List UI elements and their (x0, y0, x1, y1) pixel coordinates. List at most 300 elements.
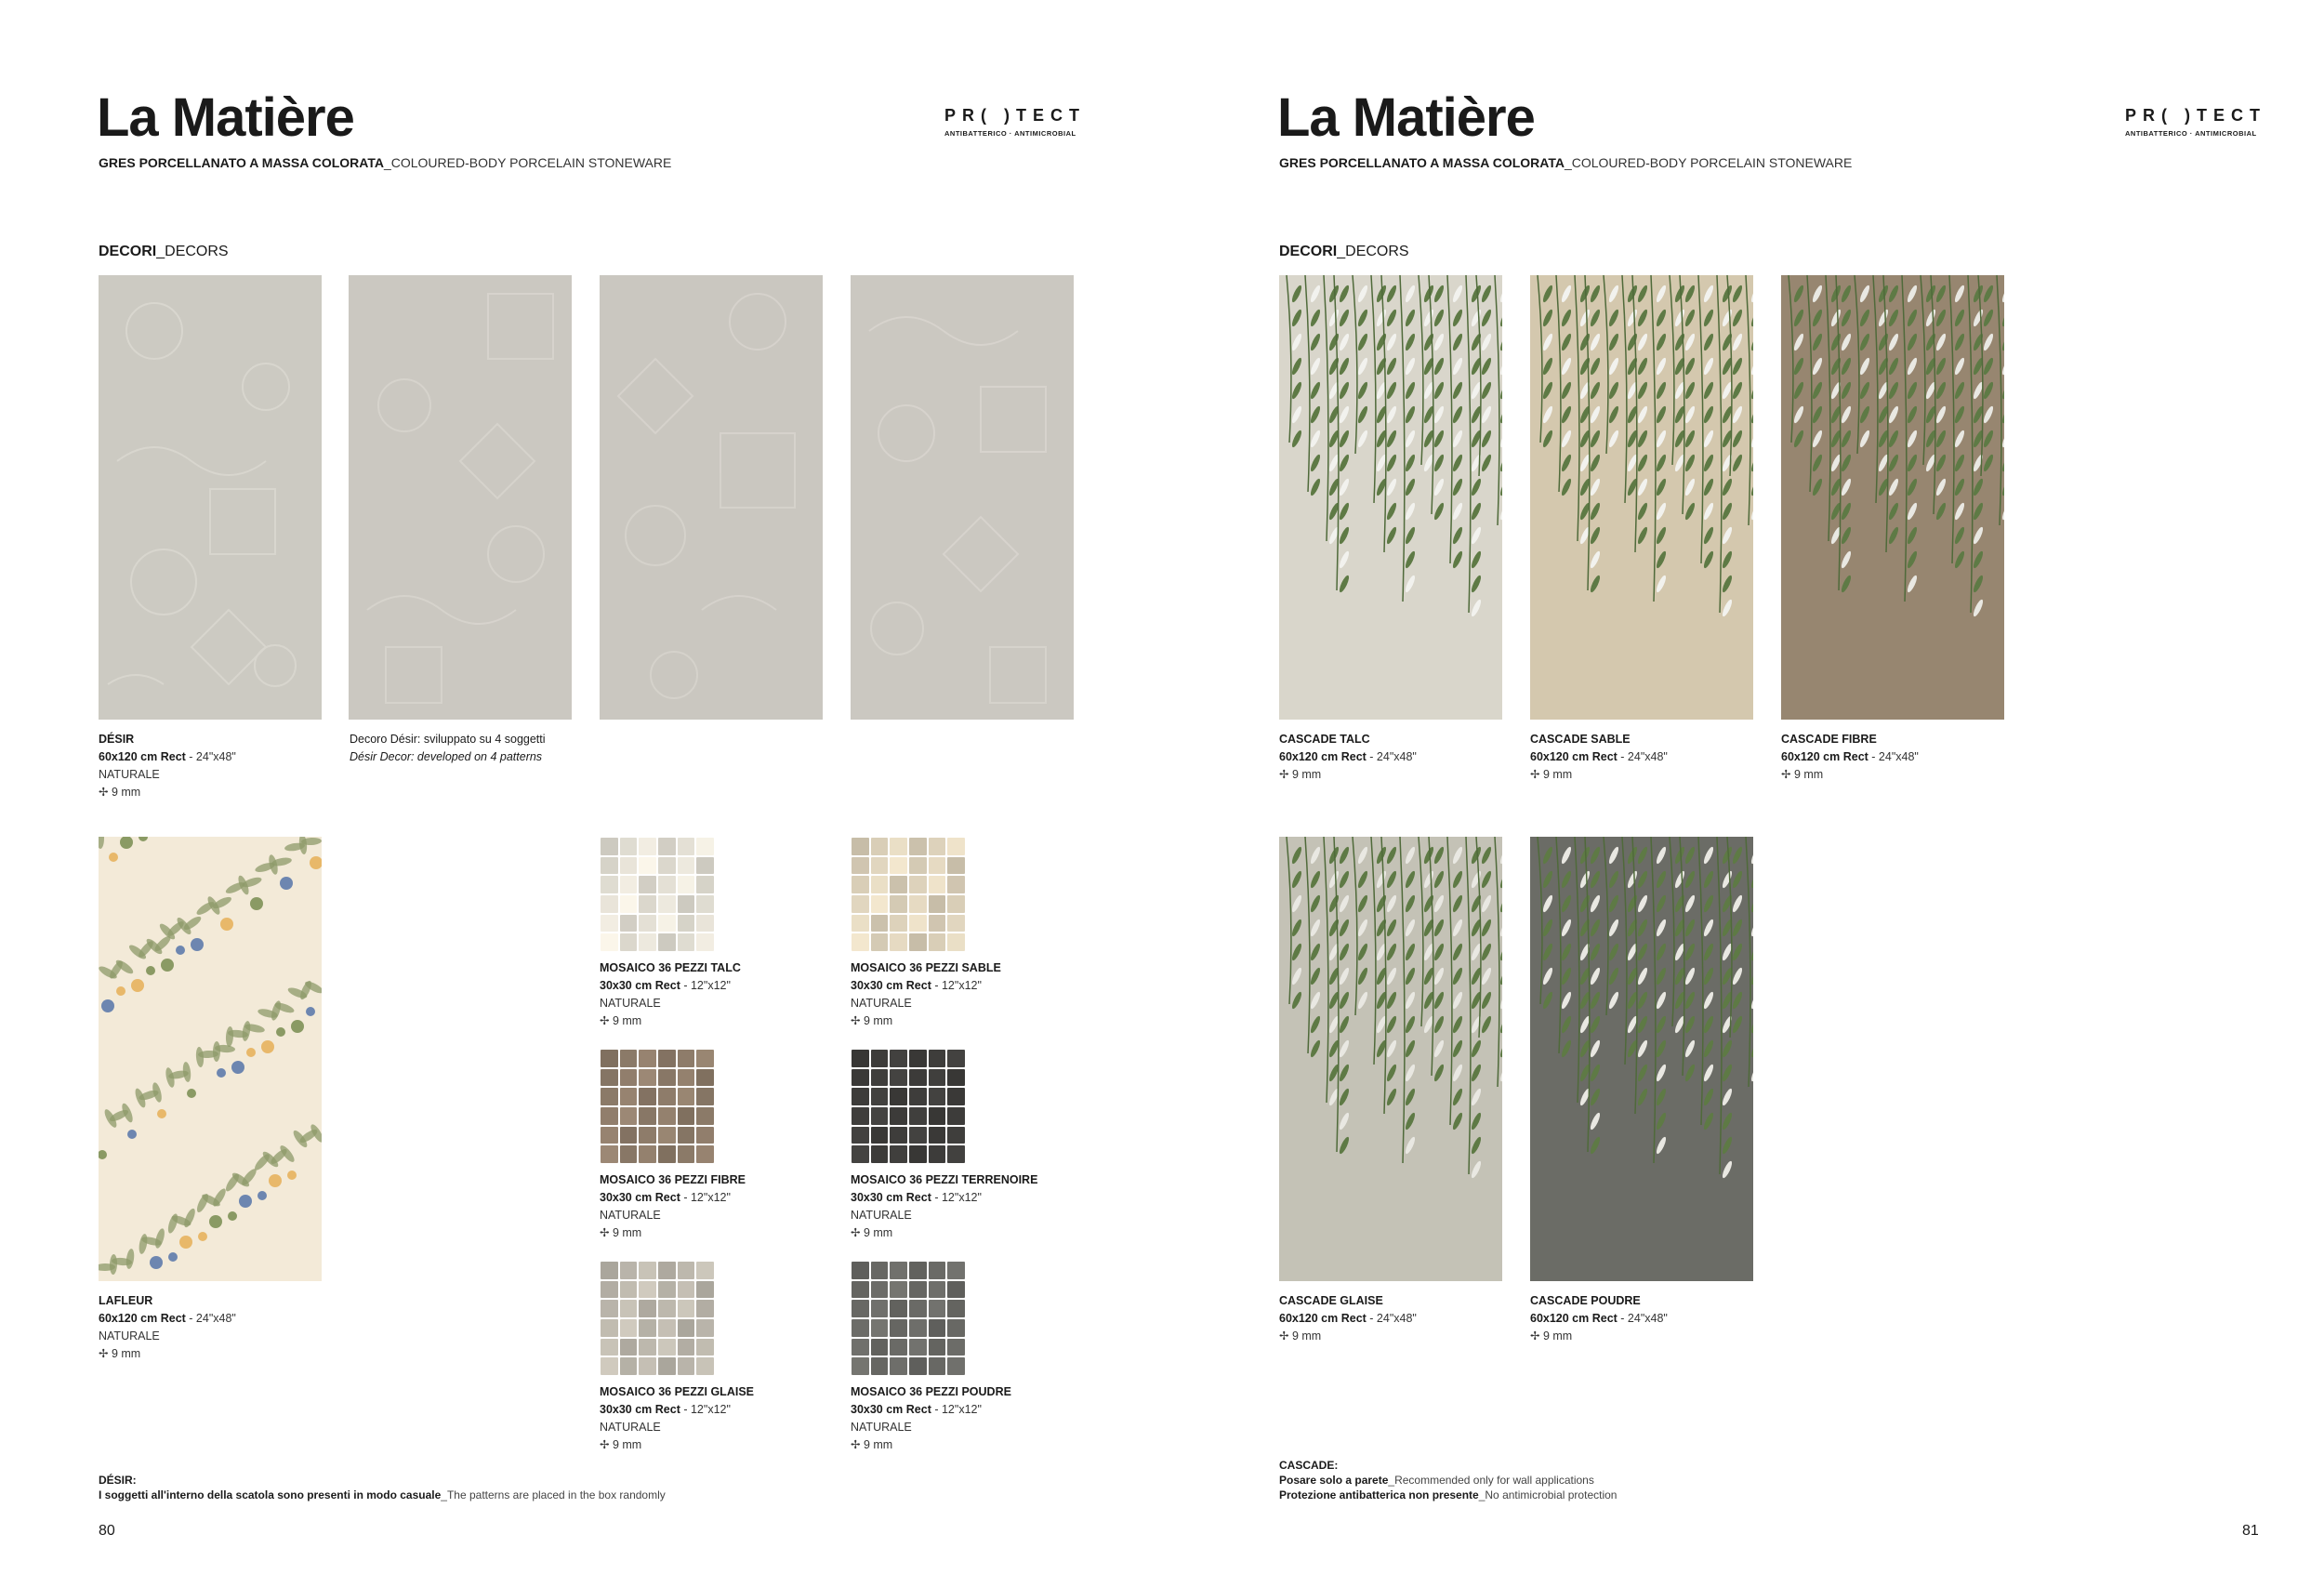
mosaic-chip (852, 1300, 869, 1317)
mosaic-chip (947, 857, 965, 875)
mosaic-chip (890, 857, 907, 875)
mosaic-chip (852, 895, 869, 913)
mosaic-chip (620, 1339, 638, 1356)
size-bold: 30x30 cm Rect (600, 979, 680, 992)
mosaic-chip (696, 895, 714, 913)
mosaic-chip (658, 1319, 676, 1337)
product-finish: NATURALE (851, 1421, 912, 1434)
product-size (1781, 750, 1919, 763)
mosaic-chip (620, 1127, 638, 1144)
product-thickness: ✢ 9 mm (1530, 768, 1573, 781)
mosaic-chip (658, 1088, 676, 1105)
hanging-foliage-image (1530, 275, 1753, 720)
mosaic-chip (678, 857, 695, 875)
mosaic-chip (620, 895, 638, 913)
mosaic-chip (947, 1281, 965, 1299)
mosaic-chip (929, 1088, 946, 1105)
protect-logo-text: PR( )TECT (944, 106, 1086, 125)
mosaic-chip (658, 1145, 676, 1163)
product-finish: NATURALE (600, 1209, 661, 1222)
mosaic-chip (658, 1300, 676, 1317)
mosaic-chip (871, 1357, 889, 1375)
mosaic-chip (871, 1281, 889, 1299)
mosaic-chip (947, 1357, 965, 1375)
mosaic-chip (852, 1319, 869, 1337)
product-name: MOSAICO 36 PEZZI FIBRE (600, 1173, 746, 1186)
protect-logo-text: PR( )TECT (2125, 106, 2266, 125)
mosaic-chip (639, 1262, 656, 1279)
product-name: MOSAICO 36 PEZZI TERRENOIRE (851, 1173, 1038, 1186)
cascade-tile (1279, 837, 1502, 1281)
mosaic-chip (696, 1300, 714, 1317)
mosaic-chip (658, 1281, 676, 1299)
mosaic-chip (852, 1339, 869, 1356)
mosaic-chip (909, 1339, 927, 1356)
product-thickness: ✢ 9 mm (600, 1226, 642, 1239)
mosaic-chip (658, 838, 676, 855)
mosaic-chip (601, 915, 618, 932)
mosaic-image (851, 837, 966, 952)
mosaic-chip (909, 1300, 927, 1317)
floral-pattern-image (99, 837, 322, 1281)
mosaic-chip (852, 915, 869, 932)
mosaic-chip (929, 1281, 946, 1299)
mosaic-chip (852, 1145, 869, 1163)
mosaic-chip (696, 915, 714, 932)
cascade-caption (1279, 731, 1417, 784)
mosaic-chip (658, 857, 676, 875)
mosaic-chip (871, 1127, 889, 1144)
mosaic-chip (947, 933, 965, 951)
desir-description (350, 731, 546, 766)
mosaic-chip (696, 1088, 714, 1105)
mosaic-chip (678, 895, 695, 913)
page-number: 81 (2242, 1523, 2259, 1539)
mosaic-chip (601, 1127, 618, 1144)
mosaic-chip (678, 1050, 695, 1067)
mosaic-chip (601, 1281, 618, 1299)
mosaic-chip (620, 1107, 638, 1125)
mosaic-chip (890, 1262, 907, 1279)
mosaic-chip (696, 1357, 714, 1375)
mosaic-chip (658, 933, 676, 951)
product-thickness: ✢ 9 mm (1279, 768, 1322, 781)
product-finish: NATURALE (851, 1209, 912, 1222)
mosaic-chip (601, 895, 618, 913)
mosaic-chip (696, 876, 714, 893)
cascade-tile (1530, 837, 1753, 1281)
hanging-foliage-image (1279, 275, 1502, 720)
mosaic-chip (871, 1069, 889, 1087)
mosaic-chip (909, 1319, 927, 1337)
desir-pattern-image (851, 275, 1074, 720)
product-thickness: ✢ 9 mm (600, 1438, 642, 1451)
mosaic-chip (678, 876, 695, 893)
mosaic-chip (696, 1262, 714, 1279)
section-heading-bold: DECORI (99, 244, 157, 259)
product-thickness: ✢ 9 mm (99, 786, 141, 799)
mosaic-chip (639, 1145, 656, 1163)
size-bold: 60x120 cm Rect (1279, 1312, 1367, 1325)
desir-tile-2 (349, 275, 572, 720)
mosaic-chip (871, 933, 889, 951)
mosaic-chip (871, 857, 889, 875)
mosaic-chip (678, 1357, 695, 1375)
desir-caption (99, 731, 236, 801)
mosaic-chip (601, 838, 618, 855)
mosaic-chip (909, 1069, 927, 1087)
mosaic-chip (658, 1262, 676, 1279)
mosaic-chip (620, 933, 638, 951)
mosaic-caption (851, 959, 1001, 1030)
desir-pattern-image (99, 275, 322, 720)
note-light: _The patterns are placed in the box randomly (441, 1488, 666, 1501)
mosaic-chip (620, 1069, 638, 1087)
mosaic-chip (620, 857, 638, 875)
mosaic-chip (909, 857, 927, 875)
mosaic-chip (852, 1357, 869, 1375)
product-name: CASCADE POUDRE (1530, 1294, 1641, 1307)
mosaic-chip (658, 1107, 676, 1125)
mosaic-chip (601, 1069, 618, 1087)
mosaic-chip (909, 895, 927, 913)
mosaic-chip (620, 838, 638, 855)
note-title: DÉSIR: (99, 1474, 137, 1487)
product-name: MOSAICO 36 PEZZI TALC (600, 961, 741, 974)
mosaic-chip (929, 933, 946, 951)
mosaic-chip (890, 1145, 907, 1163)
mosaic-chip (929, 876, 946, 893)
mosaic-chip (696, 1145, 714, 1163)
mosaic-chip (871, 1262, 889, 1279)
mosaic-chip (947, 1069, 965, 1087)
note-light: _No antimicrobial protection (1478, 1488, 1618, 1501)
size-light: - 12"x12" (680, 979, 731, 992)
size-light: - 12"x12" (931, 1191, 982, 1204)
desir-pattern-image (600, 275, 823, 720)
product-size (1279, 750, 1417, 763)
product-name: LAFLEUR (99, 1294, 153, 1307)
mosaic-chip (852, 1050, 869, 1067)
mosaic-chip (658, 915, 676, 932)
mosaic-chip (639, 1339, 656, 1356)
product-size (851, 979, 982, 992)
protect-logo (944, 107, 1086, 138)
mosaic-chip (678, 1145, 695, 1163)
mosaic-chip (852, 1127, 869, 1144)
mosaic-chip (909, 876, 927, 893)
mosaic-chip (909, 1357, 927, 1375)
mosaic-chip (852, 876, 869, 893)
desir-tile-3 (600, 275, 823, 720)
mosaic-chip (871, 1107, 889, 1125)
product-finish: NATURALE (600, 1421, 661, 1434)
product-name: CASCADE TALC (1279, 733, 1370, 746)
product-finish: NATURALE (99, 1329, 160, 1343)
mosaic-caption (851, 1383, 1011, 1454)
mosaic-chip (658, 1069, 676, 1087)
mosaic-chip (890, 838, 907, 855)
mosaic-chip (929, 895, 946, 913)
mosaic-chip (601, 1107, 618, 1125)
mosaic-chip (678, 1262, 695, 1279)
product-size (851, 1403, 982, 1416)
mosaic-chip (852, 1281, 869, 1299)
mosaic-chip (658, 876, 676, 893)
mosaic-chip (909, 915, 927, 932)
cascade-tile (1781, 275, 2004, 720)
mosaic-chip (620, 1050, 638, 1067)
mosaic-caption (851, 1171, 1037, 1242)
mosaic-chip (852, 838, 869, 855)
mosaic-chip (890, 1339, 907, 1356)
mosaic-caption (600, 1383, 754, 1454)
mosaic-chip (678, 1107, 695, 1125)
mosaic-chip (678, 1300, 695, 1317)
page-number: 80 (99, 1523, 115, 1539)
product-finish: NATURALE (851, 997, 912, 1010)
note-bold: I soggetti all'interno della scatola sono presenti in modo casuale (99, 1488, 442, 1501)
product-size (851, 1191, 982, 1204)
mosaic-chip (601, 1339, 618, 1356)
size-bold: 30x30 cm Rect (600, 1403, 680, 1416)
mosaic-chip (639, 895, 656, 913)
page-subtitle (99, 156, 671, 169)
mosaic-chip (947, 915, 965, 932)
note-title: CASCADE: (1279, 1459, 1339, 1472)
product-size (600, 1191, 731, 1204)
lafleur-tile (99, 837, 322, 1281)
mosaic-chip (620, 1262, 638, 1279)
product-thickness: ✢ 9 mm (851, 1014, 893, 1027)
cascade-caption (1279, 1292, 1417, 1345)
mosaic-chip (620, 1088, 638, 1105)
subtitle-light: _COLOURED-BODY PORCELAIN STONEWARE (1564, 155, 1853, 170)
mosaic-chip (678, 1127, 695, 1144)
mosaic-chip (890, 1281, 907, 1299)
size-bold: 60x120 cm Rect (1530, 1312, 1618, 1325)
mosaic-chip (909, 838, 927, 855)
mosaic-chip (601, 1145, 618, 1163)
cascade-note (1279, 1458, 1617, 1502)
lafleur-caption (99, 1292, 236, 1363)
mosaic-chip (601, 1262, 618, 1279)
mosaic-caption (600, 1171, 746, 1242)
size-bold: 30x30 cm Rect (851, 979, 931, 992)
mosaic-chip (639, 1357, 656, 1375)
mosaic-chip (929, 857, 946, 875)
mosaic-image (600, 1049, 715, 1164)
mosaic-caption (600, 959, 741, 1030)
mosaic-chip (871, 1300, 889, 1317)
mosaic-chip (890, 915, 907, 932)
mosaic-chip (620, 1145, 638, 1163)
mosaic-chip (909, 1050, 927, 1067)
mosaic-chip (929, 1300, 946, 1317)
product-thickness: ✢ 9 mm (1781, 768, 1824, 781)
size-light: - 24"x48" (185, 1312, 236, 1325)
size-bold: 60x120 cm Rect (99, 1312, 186, 1325)
mosaic-chip (852, 1088, 869, 1105)
mosaic-chip (678, 1281, 695, 1299)
mosaic-chip (678, 1088, 695, 1105)
desir-description-en: Désir Decor: developed on 4 patterns (350, 750, 543, 763)
mosaic-chip (639, 1127, 656, 1144)
product-thickness: ✢ 9 mm (1279, 1329, 1322, 1343)
mosaic-chip (890, 1127, 907, 1144)
mosaic-chip (601, 1088, 618, 1105)
product-size (1530, 750, 1668, 763)
mosaic-chip (947, 1107, 965, 1125)
mosaic-chip (852, 1107, 869, 1125)
product-name: MOSAICO 36 PEZZI GLAISE (600, 1385, 754, 1398)
mosaic-image (851, 1049, 966, 1164)
mosaic-chip (871, 876, 889, 893)
cascade-caption (1530, 731, 1668, 784)
mosaic-chip (658, 1127, 676, 1144)
mosaic-chip (852, 1069, 869, 1087)
mosaic-image (851, 1261, 966, 1376)
mosaic-chip (947, 1088, 965, 1105)
mosaic-image (600, 1261, 715, 1376)
mosaic-chip (639, 876, 656, 893)
mosaic-chip (871, 1050, 889, 1067)
mosaic-chip (601, 857, 618, 875)
mosaic-chip (639, 1281, 656, 1299)
mosaic-chip (620, 1319, 638, 1337)
mosaic-chip (620, 1300, 638, 1317)
section-heading (99, 245, 229, 259)
mosaic-chip (929, 1107, 946, 1125)
product-name: CASCADE GLAISE (1279, 1294, 1383, 1307)
size-light: - 24"x48" (1868, 750, 1919, 763)
mosaic-chip (658, 895, 676, 913)
mosaic-chip (639, 857, 656, 875)
product-name: CASCADE FIBRE (1781, 733, 1877, 746)
hanging-foliage-image (1530, 837, 1753, 1281)
subtitle-bold: GRES PORCELLANATO A MASSA COLORATA (99, 155, 384, 170)
mosaic-chip (929, 1050, 946, 1067)
mosaic-chip (929, 1145, 946, 1163)
mosaic-chip (658, 1339, 676, 1356)
mosaic-chip (639, 1300, 656, 1317)
mosaic-chip (947, 1339, 965, 1356)
mosaic-chip (929, 1262, 946, 1279)
size-light: - 24"x48" (1366, 750, 1417, 763)
mosaic-chip (929, 1127, 946, 1144)
mosaic-chip (909, 1107, 927, 1125)
product-size (1279, 1312, 1417, 1325)
size-light: - 24"x48" (1617, 1312, 1668, 1325)
mosaic-chip (909, 1088, 927, 1105)
mosaic-chip (639, 1088, 656, 1105)
mosaic-chip (678, 915, 695, 932)
mosaic-chip (696, 1281, 714, 1299)
size-bold: 30x30 cm Rect (851, 1191, 931, 1204)
section-heading-bold: DECORI (1279, 244, 1338, 259)
mosaic-chip (601, 1050, 618, 1067)
mosaic-chip (639, 1050, 656, 1067)
mosaic-chip (852, 857, 869, 875)
mosaic-chip (620, 876, 638, 893)
product-size (99, 750, 236, 763)
mosaic-chip (696, 838, 714, 855)
desir-pattern-image (349, 275, 572, 720)
size-bold: 30x30 cm Rect (600, 1191, 680, 1204)
mosaic-chip (890, 1050, 907, 1067)
product-finish: NATURALE (600, 997, 661, 1010)
mosaic-chip (639, 1107, 656, 1125)
product-size (99, 1312, 236, 1325)
mosaic-chip (871, 1339, 889, 1356)
mosaic-chip (929, 1319, 946, 1337)
note-bold: Protezione antibatterica non presente (1279, 1488, 1479, 1501)
hanging-foliage-image (1781, 275, 2004, 720)
note-bold: Posare solo a parete (1279, 1474, 1389, 1487)
mosaic-chip (890, 1319, 907, 1337)
section-heading (1279, 245, 1409, 259)
mosaic-chip (871, 895, 889, 913)
size-light: - 12"x12" (931, 1403, 982, 1416)
size-light: - 12"x12" (931, 979, 982, 992)
mosaic-chip (696, 857, 714, 875)
product-name: MOSAICO 36 PEZZI SABLE (851, 961, 1001, 974)
mosaic-chip (947, 1127, 965, 1144)
product-size (1530, 1312, 1668, 1325)
size-light: - 12"x12" (680, 1191, 731, 1204)
mosaic-chip (909, 1145, 927, 1163)
mosaic-chip (678, 1069, 695, 1087)
size-light: - 24"x48" (185, 750, 236, 763)
mosaic-chip (601, 933, 618, 951)
product-thickness: ✢ 9 mm (1530, 1329, 1573, 1343)
protect-logo (2125, 107, 2266, 138)
mosaic-chip (696, 1127, 714, 1144)
mosaic-chip (909, 1127, 927, 1144)
desir-note (99, 1473, 666, 1502)
note-light: _Recommended only for wall applications (1388, 1474, 1594, 1487)
page-title: La Matière (1277, 87, 1535, 148)
mosaic-chip (929, 838, 946, 855)
mosaic-chip (890, 1300, 907, 1317)
product-finish: NATURALE (99, 768, 160, 781)
mosaic-chip (871, 1145, 889, 1163)
product-thickness: ✢ 9 mm (851, 1438, 893, 1451)
mosaic-chip (929, 1069, 946, 1087)
size-bold: 60x120 cm Rect (1279, 750, 1367, 763)
desir-description-it: Decoro Désir: sviluppato su 4 soggetti (350, 733, 546, 746)
mosaic-chip (678, 1339, 695, 1356)
mosaic-chip (947, 1145, 965, 1163)
mosaic-chip (639, 915, 656, 932)
mosaic-chip (601, 876, 618, 893)
mosaic-chip (871, 838, 889, 855)
mosaic-chip (947, 1319, 965, 1337)
mosaic-chip (871, 915, 889, 932)
mosaic-chip (620, 1281, 638, 1299)
mosaic-chip (696, 1319, 714, 1337)
size-bold: 60x120 cm Rect (1781, 750, 1868, 763)
mosaic-chip (639, 838, 656, 855)
mosaic-chip (639, 1319, 656, 1337)
mosaic-chip (852, 933, 869, 951)
desir-tile-1 (99, 275, 322, 720)
mosaic-chip (601, 1357, 618, 1375)
mosaic-chip (871, 1319, 889, 1337)
mosaic-chip (696, 1050, 714, 1067)
mosaic-chip (890, 1088, 907, 1105)
product-thickness: ✢ 9 mm (99, 1347, 141, 1360)
